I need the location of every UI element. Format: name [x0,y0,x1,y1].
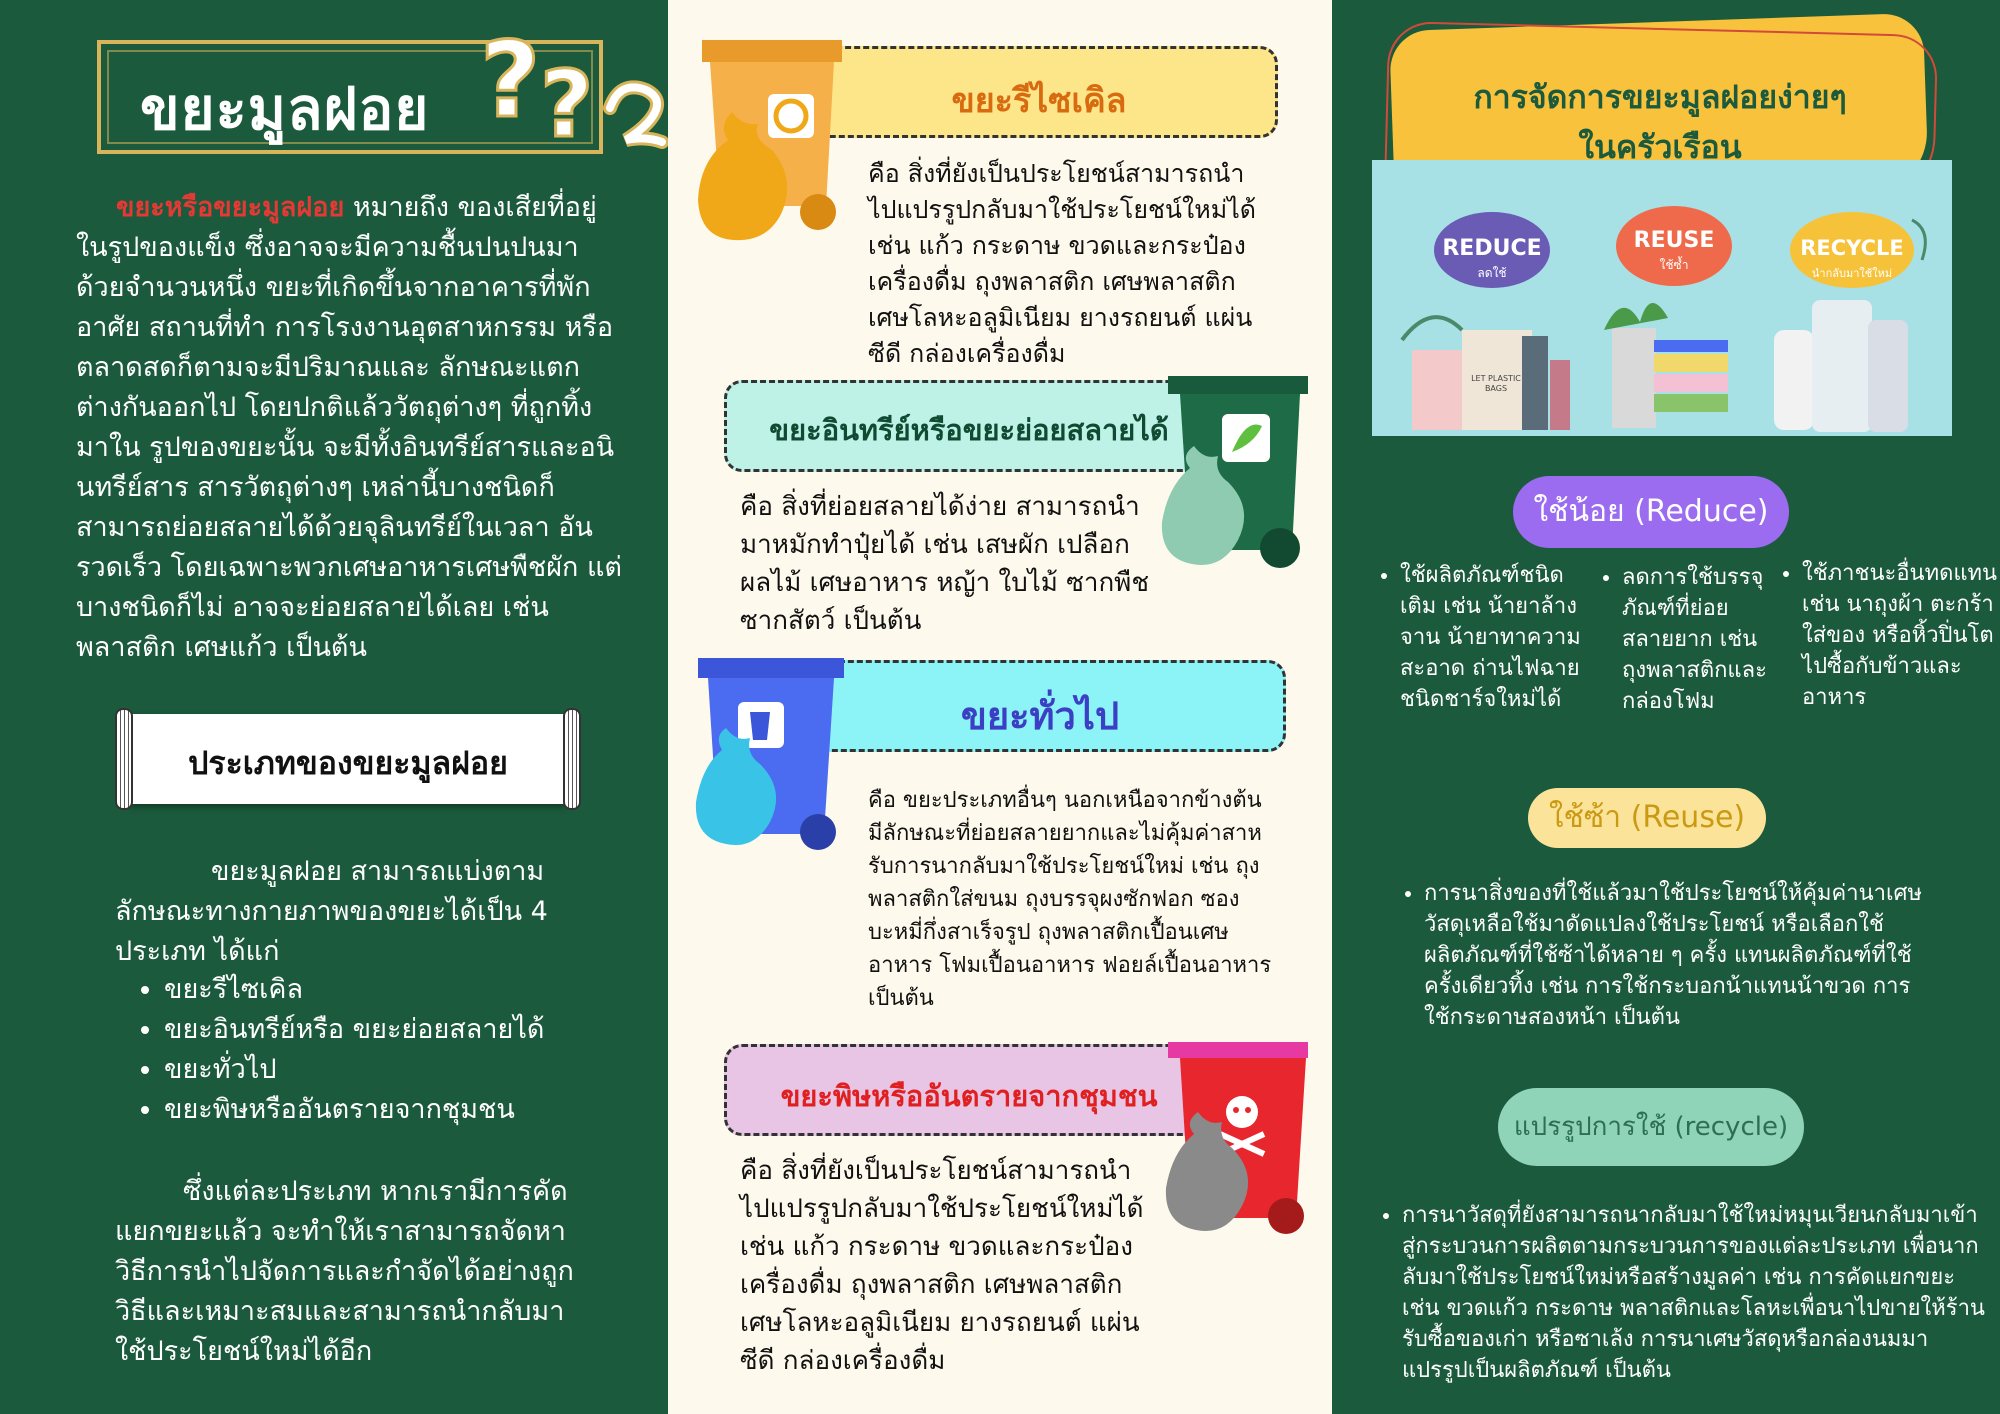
reuse-list [1394,878,1924,1033]
list-item: • การนาสิ่งของที่ใช้แล้วมาใช้ประโยชน์ให้คุ้มค่านาเศษวัสดุเหลือใช้มาดัดแปลงใช้ประโยชน์ หรือเลือกใช้ผลิตภัณฑ์ที่ใช้ซ้าได้หลาย ๆ ครั้ง แทนผลิตภัณฑ์ที่ใช้ครั้งเดียวทิ้ง เช่น การใช้กระบอกน้าแทนน้าขวด การใช้กระดาษสองหน้า เป็นต้น [1424,878,1924,1033]
illus-recycle-label: RECYCLE [1800,236,1904,260]
illus-reuse-label: REUSE [1633,228,1715,253]
reduce-list-1 [1370,560,1596,715]
hazard-bin-icon [1150,1038,1320,1238]
reduce-reuse-recycle-illustration [1372,160,1952,436]
recycle-label: แปรรูปการใช้ (recycle) [1498,1088,1804,1166]
hazard-banner [724,1044,1214,1136]
list-item: • ขยะอินทรีย์หรือ ขยะย่อยสลายได้ [164,1010,544,1050]
question-marks-icon [480,18,680,158]
right-header [1400,72,1920,172]
closing-paragraph: ซึ่งแต่ละประเภท หากเรามีการคัดแยกขยะแล้ว จะทำให้เราสามารถจัดหาวิธีการนำไปจัดการและกำจัดได้อย่างถูกวิธีและเหมาะสมและสามารถนำกลับมาใช้ประโยชน์ใหม่ได้อีก [115,1176,574,1367]
right-header-line2: ในครัวเรือน [1578,128,1742,166]
list-item: • ขยะพิษหรืออันตรายจากชุมชน [164,1090,544,1130]
organic-banner [724,380,1214,472]
illus-bag-text: LET PLASTIC BAGS [1471,374,1521,393]
hazard-description: คือ สิ่งที่ยังเป็นประโยชน์สามารถนำไปแปรรูปกลับมาใช้ประโยชน์ใหม่ได้ เช่น แก้ว กระดาษ ขวดและกระป๋องเครื่องดื่ม ถุงพลาสติก เศษพลาสติก เศษโลหะอลูมิเนียม ยางรถยนต์ แผ่นซีดี กล่องเครื่องดื่ม [740,1156,1144,1376]
organic-bin-icon [1150,372,1320,572]
illus-reduce-thai: ลดใช้ [1477,266,1507,280]
types-heading-scroll [115,708,581,810]
svg-text:?: ? [540,51,594,158]
reduce-list-2 [1592,562,1776,717]
recycle-description: คือ สิ่งที่ยังเป็นประโยชน์สามารถนำไปแปรรูปกลับมาใช้ประโยชน์ใหม่ได้ เช่น แก้ว กระดาษ ขวดและกระป๋องเครื่องดื่ม ถุงพลาสติก เศษพลาสติก เศษโลหะอลูมิเนียม ยางรถยนต์ แผ่นซีดี กล่องเครื่องดื่ม [868,159,1257,368]
organic-description: คือ สิ่งที่ย่อยสลายได้ง่าย สามารถนำมาหมักทำปุ๋ยได้ เช่น เสษผัก เปลือกผลไม้ เศษอาหาร หญ้า ใบไม้ ซากพืช ซากสัตว์ เป็นต้น [740,492,1149,636]
reuse-label: ใช้ซ้า (Reuse) [1528,788,1766,848]
list-item: • ลดการใช้บรรจุภัณฑ์ที่ย่อยสลายยาก เช่น ถุงพลาสติกและกล่องโฟม [1622,562,1776,717]
intro-highlight: ขยะหรือขยะมูลฝอย [116,192,345,223]
list-item: • ขยะรีไซเคิล [164,970,544,1010]
hazard-title: ขยะพิษหรืออันตรายจากชุมชน [780,1079,1158,1113]
recycle-banner [800,46,1278,138]
illus-reduce-label: REDUCE [1442,236,1542,261]
reduce-list-3 [1772,558,2000,713]
recycle-list [1372,1200,1990,1386]
intro-paragraph [76,188,624,668]
reduce-label: ใช้น้อย (Reduce) [1513,476,1789,548]
intro-text: หมายถึง ของเสียที่อยู่ในรูปของแข็ง ซึ่งอาจจะมีความชื้นปนปนมาด้วยจำนวนหนึ่ง ขยะที่เกิดขึ้นจากอาคารที่พักอาศัย สถานที่ทำ การโรงงานอุตสาหกรรม หรือตลาดสดก็ตามจะมีปริมาณและ ลักษณะแตกต่างกันออกไป โดยปกติแล้ววัตถุต่างๆ ที่ถูกทิ้งมาใน รูปของขยะนั้น จะมีทั้งอินทรีย์สารและอนินทรีย์สาร สารวัตถุต่างๆ เหล่านี้บางชนิดก็สามารถย่อยสลายได้ด้วยจุลินทรีย์ในเวลา อันรวดเร็ว โดยเฉพาะพวกเศษอาหารเศษพืชผัก แต่บางชนิดก็ไม่ อาจจะย่อยสลายได้เลย เช่น พลาสติก เศษแก้ว เป็นต้น [76,192,622,663]
general-bin-icon [688,654,858,854]
organic-title: ขยะอินทรีย์หรือขยะย่อยสลายได้ [769,413,1169,447]
types-list [130,970,544,1130]
right-header-line1: การจัดการขยะมูลฝอยง่ายๆ [1473,78,1847,116]
recycle-bin-icon [692,36,862,246]
list-item: • ใช้ภาชนะอื่นทดแทน เช่น นาถุงผ้า ตะกร้าใส่ของ หรือหิ้วปิ่นโตไปซื้อกับข้าวและอาหาร [1802,558,2000,713]
illustration-graphic [1372,160,1952,436]
page-title: ขยะมูลฝอย [140,75,430,143]
list-item: • ใช้ผลิตภัณฑ์ชนิดเติม เช่น น้ายาล้างจาน น้ายาทาความสะอาด ถ่านไฟฉายชนิดชาร์จใหม่ได้ [1400,560,1596,715]
illus-reuse-thai: ใช้ซ้ำ [1659,258,1689,272]
general-banner [794,660,1286,752]
types-intro: ขยะมูลฝอย สามารถแบ่งตามลักษณะทางกายภาพของขยะได้เป็น 4 ประเภท ได้แก่ [115,856,548,967]
illus-recycle-thai: นำกลับมาใช้ใหม่ [1811,267,1893,280]
general-description: คือ ขยะประเภทอื่นๆ นอกเหนือจากข้างต้น มีลักษณะที่ย่อยสลายยากและไม่คุ้มค่าสาหรับการนากลับมาใช้ประโยชน์ใหม่ เช่น ถุงพลาสติกใส่ขนม ถุงบรรจุผงซักฟอก ซองบะหมี่กึ่งสาเร็จรูป ถุงพลาสติกเปื้อนเศษอาหาร โฟมเปื้อนอาหาร ฟอยล์เปื้อนอาหาร เป็นต้น [868,788,1272,1011]
recycle-title: ขยะรีไซเคิล [951,81,1127,121]
general-title: ขยะทั่วไป [960,694,1120,738]
types-heading: ประเภทของขยะมูลฝอย [188,744,508,782]
list-item: • การนาวัสดุที่ยังสามารถนากลับมาใช้ใหม่หมุนเวียนกลับมาเข้าสู่กระบวนการผลิตตามกระบวนการของแต่ละประเภท เพื่อนากลับมาใช้ประโยชน์ใหม่หรือสร้างมูลค่า เช่น การคัดแยกขยะ เช่น ขวดแก้ว กระดาษ พลาสติกและโลหะเพื่อนาไปขายให้ร้านรับซื้อของเก่า หรือซาเล้ง การนาเศษวัสดุหรือกล่องนมมาแปรรูปเป็นผลิตภัณฑ์ เป็นต้น [1402,1200,1990,1386]
list-item: • ขยะทั่วไป [164,1050,544,1090]
svg-text:?: ? [480,19,541,141]
